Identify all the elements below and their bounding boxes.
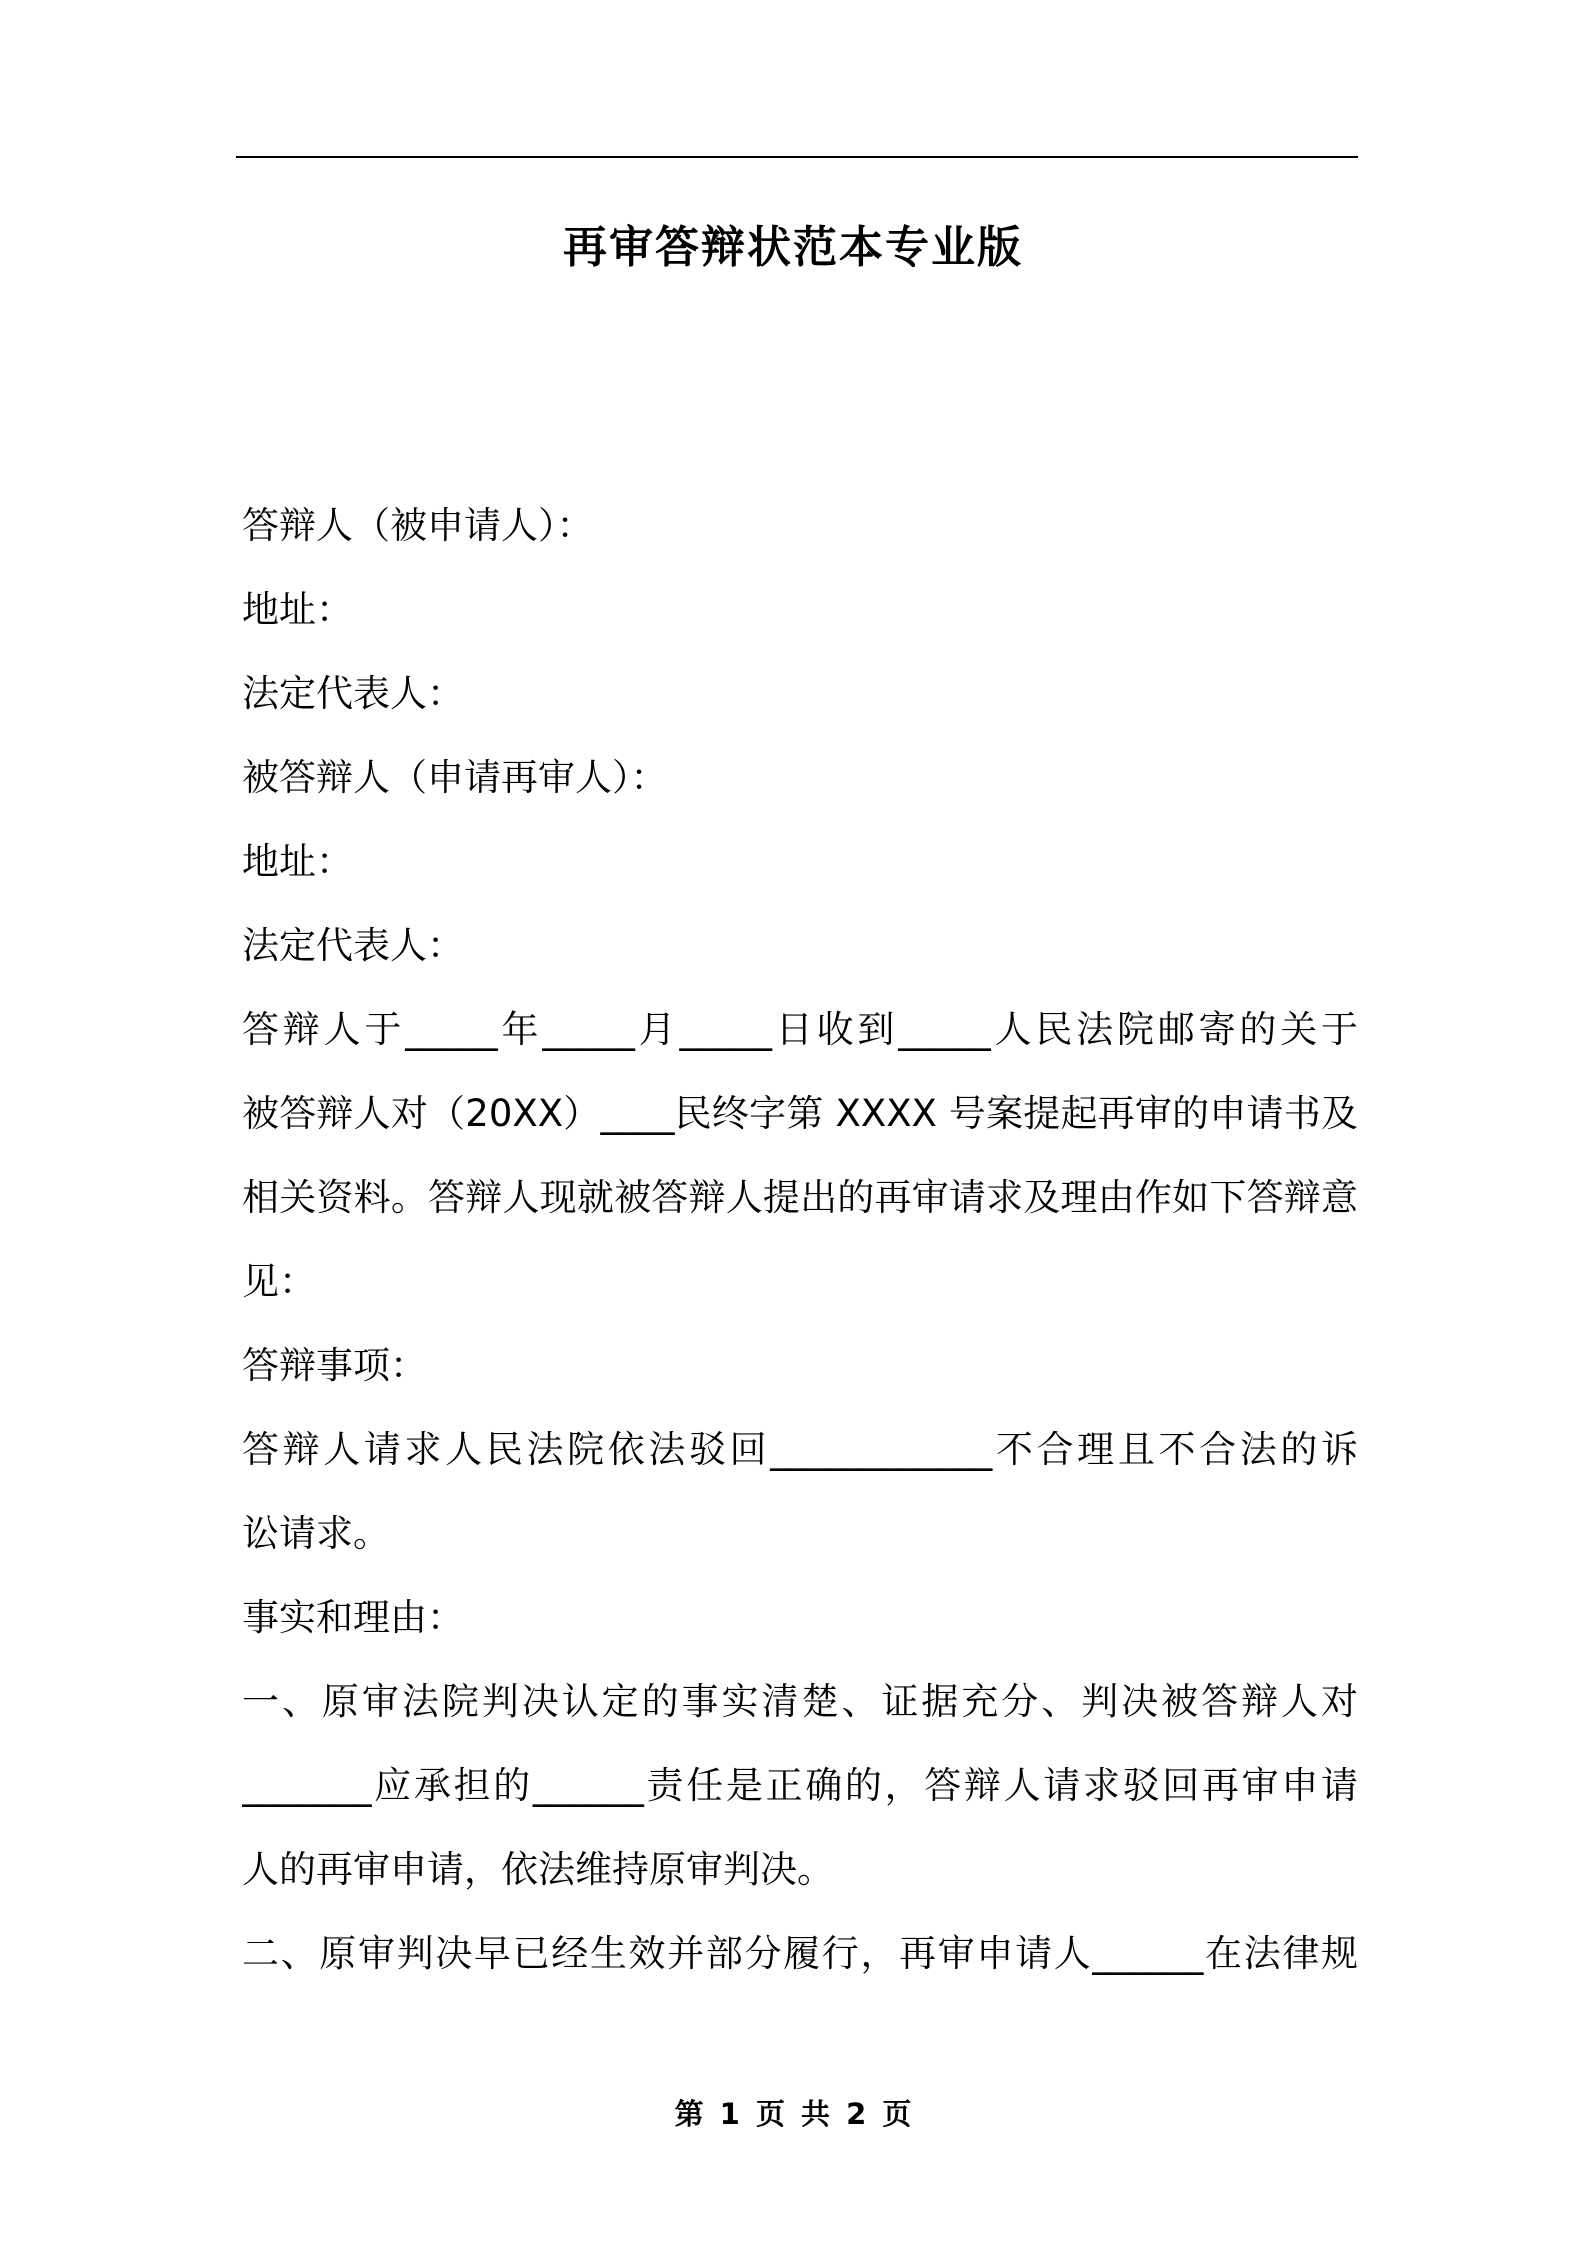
page-footer: 第 1 页 共 2 页 <box>674 2097 912 2131</box>
intro-paragraph-line: 相关资料。答辩人现就被答辩人提出的再审请求及理由作如下答辩意 <box>242 1176 1358 1219</box>
facts-reasons-heading: 事实和理由： <box>242 1596 464 1639</box>
document-title: 再审答辩状范本专业版 <box>563 222 1023 273</box>
header-rule <box>236 156 1358 158</box>
defense-items-heading: 答辩事项： <box>242 1344 427 1387</box>
reason-one-line: 人的再审申请，依法维持原审判决。 <box>242 1848 834 1891</box>
document-body <box>242 484 1358 1996</box>
respondent-legal-rep-label: 法定代表人： <box>242 672 464 715</box>
applicant-address-label: 地址： <box>242 840 353 883</box>
reason-two-line: 二、原审判决早已经生效并部分履行，再审申请人______在法律规 <box>242 1932 1358 1975</box>
applicant-legal-rep-label: 法定代表人： <box>242 924 464 967</box>
respondent-label: 答辩人（被申请人）： <box>242 504 594 547</box>
respondent-address-label: 地址： <box>242 588 353 631</box>
intro-paragraph-line: 被答辩人对（20XX）____民终字第 XXXX 号案提起再审的申请书及 <box>242 1092 1358 1135</box>
defense-items-line: 讼请求。 <box>242 1512 390 1555</box>
applicant-label: 被答辩人（申请再审人）： <box>242 756 668 799</box>
defense-items-line: 答辩人请求人民法院依法驳回____________不合理且不合法的诉 <box>242 1428 1358 1471</box>
reason-one-line: 一、原审法院判决认定的事实清楚、证据充分、判决被答辩人对 <box>242 1680 1358 1723</box>
intro-paragraph-line: 答辩人于_____年_____月_____日收到_____人民法院邮寄的关于 <box>242 1008 1358 1051</box>
intro-paragraph-line: 见： <box>242 1260 316 1303</box>
reason-one-line: _______应承担的______责任是正确的，答辩人请求驳回再审申请 <box>242 1764 1358 1807</box>
